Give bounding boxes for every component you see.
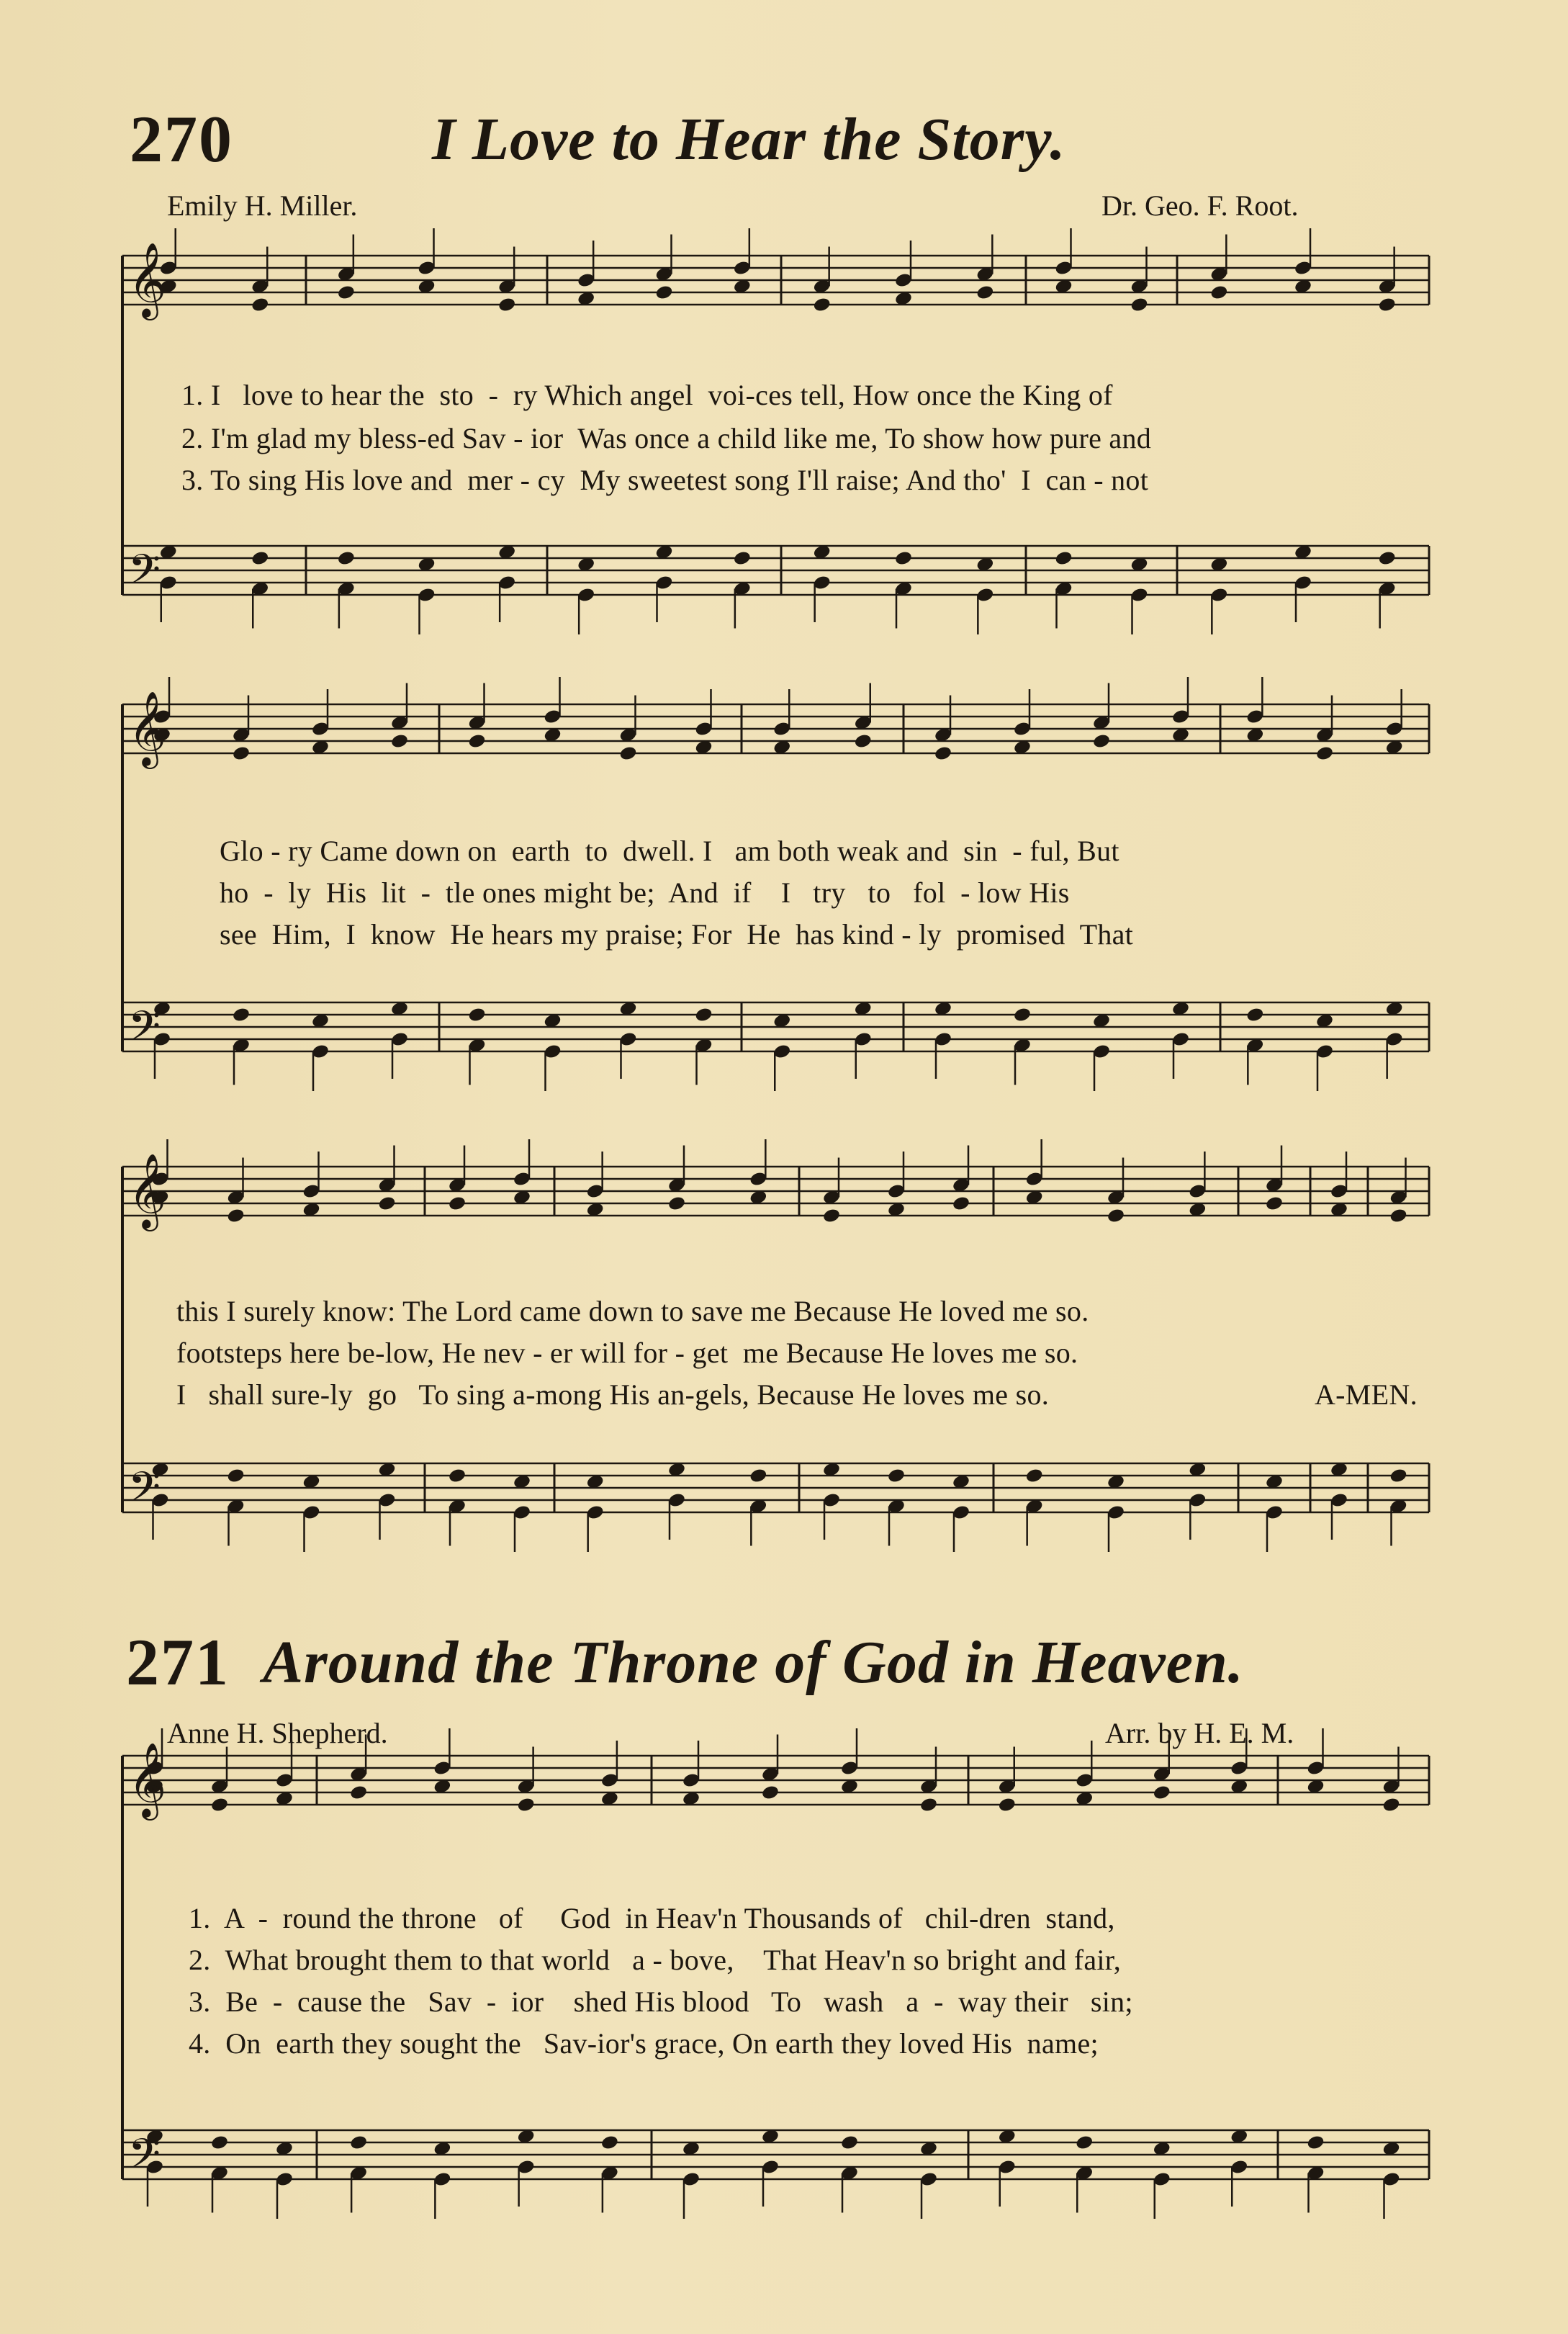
note-head xyxy=(1092,733,1111,750)
note-head xyxy=(1389,1468,1407,1484)
lyric-line: 3. To sing His love and mer - cy My sweetest song I'll raise; And tho' I can - not xyxy=(181,464,1149,496)
note-head xyxy=(448,1468,467,1484)
note-head xyxy=(337,284,356,301)
treble-clef-icon: 𝄞 xyxy=(128,691,167,766)
note-head xyxy=(600,2135,619,2151)
treble-clef-icon: 𝄞 xyxy=(128,242,167,318)
note-head xyxy=(761,1785,780,1801)
note-head xyxy=(337,550,356,567)
note-head xyxy=(232,1007,251,1023)
note-head xyxy=(448,1195,467,1212)
note-head xyxy=(840,2135,859,2151)
note-head xyxy=(998,1797,1017,1813)
note-head xyxy=(1209,284,1228,301)
note-head xyxy=(1025,1468,1044,1484)
note-head xyxy=(976,284,994,301)
note-head xyxy=(894,550,913,567)
lyric-line: 3. Be - cause the Sav - ior shed His blood To wash a - way their sin; xyxy=(189,1985,1133,2018)
note-head xyxy=(1306,2135,1325,2151)
hymn-title: Around the Throne of God in Heaven. xyxy=(263,1629,1244,1696)
lyricist-credit: Anne H. Shepherd. xyxy=(167,1717,388,1749)
bass-clef-icon: 𝄢 xyxy=(128,1463,161,1522)
note-head xyxy=(1382,1797,1400,1813)
note-head xyxy=(377,1195,396,1212)
note-head xyxy=(733,550,752,567)
bass-clef-icon: 𝄢 xyxy=(128,1002,161,1061)
lyric-line: 1. A - round the throne of God in Heav'n Thousands of chil-dren stand, xyxy=(189,1902,1115,1934)
note-head xyxy=(251,550,269,567)
note-head xyxy=(497,297,516,313)
note-head xyxy=(1378,297,1397,313)
note-head xyxy=(251,297,269,313)
hymn-title: I Love to Hear the Story. xyxy=(432,106,1066,173)
note-head xyxy=(813,297,832,313)
bass-clef-icon: 𝄢 xyxy=(128,2129,161,2189)
note-head xyxy=(1107,1208,1125,1224)
note-head xyxy=(822,1208,841,1224)
note-head xyxy=(1075,2135,1094,2151)
note-head xyxy=(467,733,486,750)
note-head xyxy=(887,1468,906,1484)
lyric-line: I shall sure-ly go To sing a-mong His an-gels, Because He loves me so. xyxy=(176,1378,1050,1411)
lyric-line: Glo - ry Came down on earth to dwell. I am both weak and sin - ful, But xyxy=(220,835,1119,867)
hymn-number: 271 xyxy=(126,1625,230,1699)
composer-credit: Dr. Geo. F. Root. xyxy=(1101,189,1299,222)
lyricist-credit: Emily H. Miller. xyxy=(167,189,358,222)
note-head xyxy=(1013,1007,1032,1023)
note-head xyxy=(467,1007,486,1023)
note-head xyxy=(226,1468,245,1484)
lyric-line: ho - ly His lit - tle ones might be; And if I try to fol - low His xyxy=(220,876,1070,909)
note-head xyxy=(952,1195,970,1212)
note-head xyxy=(1245,1007,1264,1023)
note-head xyxy=(694,1007,713,1023)
lyric-line: footsteps here be-low, He nev - er will for - get me Because He loves me so. xyxy=(176,1337,1078,1369)
note-head xyxy=(226,1208,245,1224)
note-head xyxy=(1054,550,1073,567)
note-head xyxy=(517,1797,536,1813)
lyric-line: 1. I love to hear the sto - ry Which angel voi-ces tell, How once the King of xyxy=(181,379,1113,411)
treble-clef-icon: 𝄞 xyxy=(128,1153,167,1229)
note-head xyxy=(232,745,251,762)
note-head xyxy=(1315,745,1334,762)
note-head xyxy=(1130,297,1148,313)
note-head xyxy=(749,1468,767,1484)
lyric-line: this I surely know: The Lord came down to save me Because He loved me so. xyxy=(176,1295,1089,1327)
amen-label: A-MEN. xyxy=(1315,1378,1418,1411)
lyric-line: 2. What brought them to that world a - bove, That Heav'n so bright and fair, xyxy=(189,1944,1122,1976)
note-head xyxy=(210,1797,229,1813)
hymn-number: 270 xyxy=(130,102,233,176)
note-head xyxy=(854,733,873,750)
note-head xyxy=(210,2135,229,2151)
note-head xyxy=(349,2135,368,2151)
note-head xyxy=(1153,1785,1171,1801)
note-head xyxy=(919,1797,938,1813)
treble-clef-icon: 𝄞 xyxy=(128,1742,167,1818)
note-head xyxy=(618,745,637,762)
note-head xyxy=(1265,1195,1284,1212)
lyric-line: see Him, I know He hears my praise; For He has kind - ly promised That xyxy=(220,918,1134,951)
lyric-line: 2. I'm glad my bless-ed Sav - ior Was once a child like me, To show how pure and xyxy=(181,422,1152,454)
note-head xyxy=(1378,550,1397,567)
note-head xyxy=(1389,1208,1407,1224)
note-head xyxy=(667,1195,686,1212)
arranger-credit: Arr. by H. E. M. xyxy=(1105,1717,1294,1749)
note-head xyxy=(349,1785,368,1801)
note-head xyxy=(654,284,673,301)
note-head xyxy=(390,733,409,750)
bass-clef-icon: 𝄢 xyxy=(128,545,161,604)
lyric-line: 4. On earth they sought the Sav-ior's grace, On earth they loved His name; xyxy=(189,2027,1099,2060)
note-head xyxy=(934,745,952,762)
